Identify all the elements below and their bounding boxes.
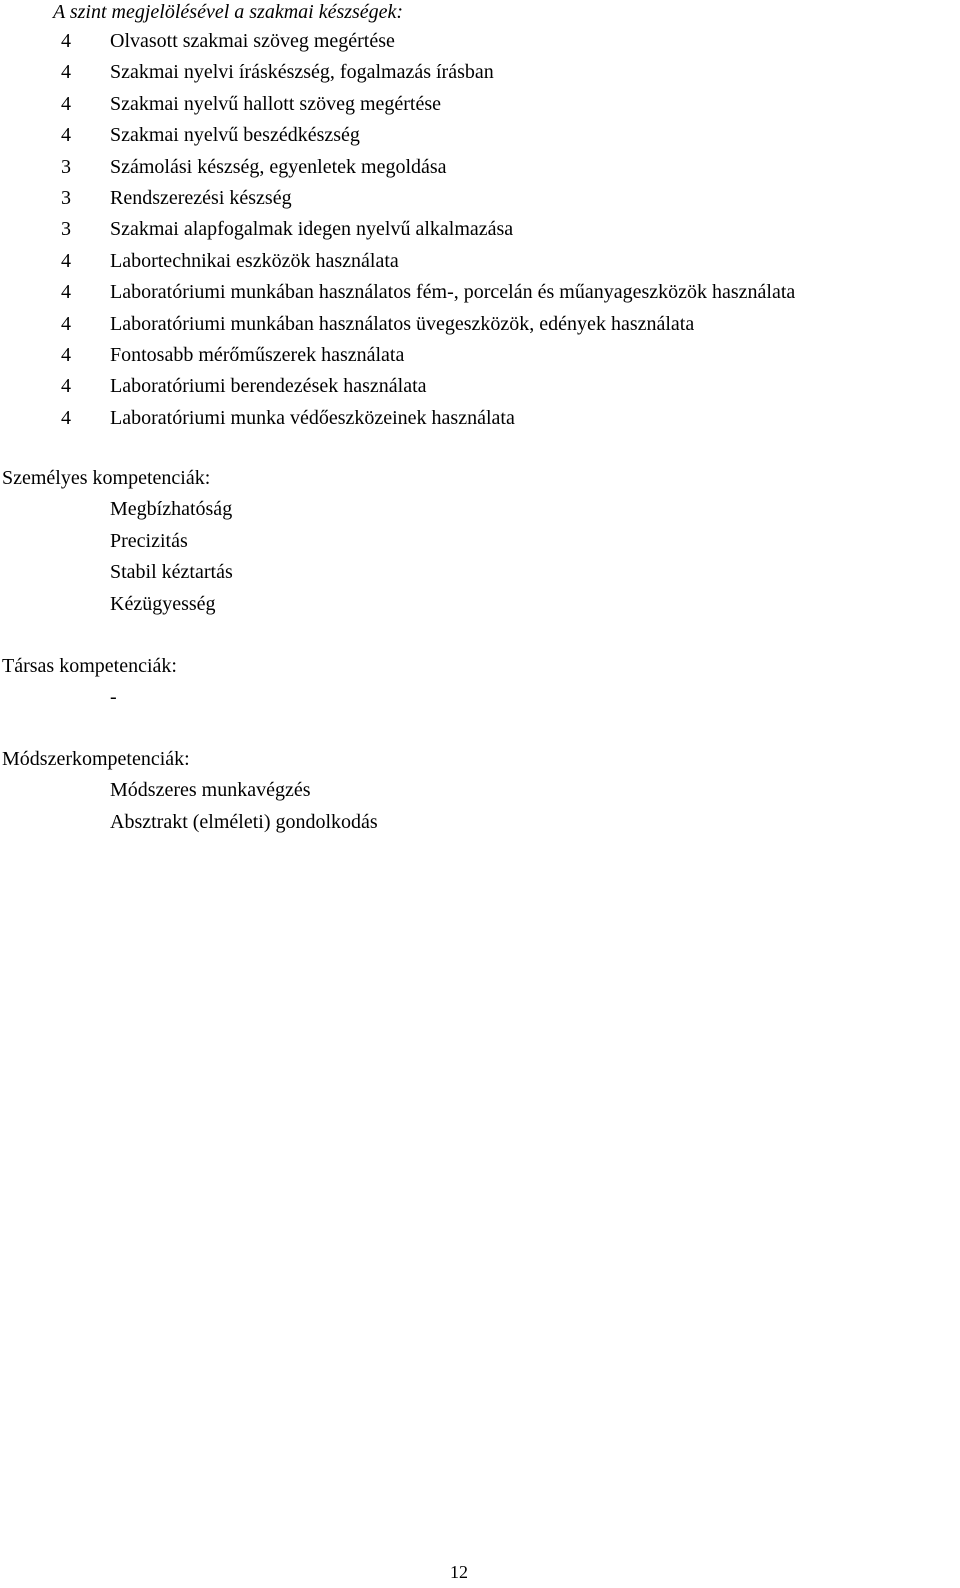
skill-level: 4 <box>61 343 71 366</box>
skill-level: 3 <box>61 186 71 209</box>
skill-row <box>0 214 960 245</box>
skill-row <box>0 152 960 183</box>
skill-text: Labortechnikai eszközök használata <box>110 249 399 272</box>
list-item: - <box>110 686 117 708</box>
personal-competencies-title: Személyes kompetenciák: <box>2 467 211 489</box>
skill-row <box>0 309 960 340</box>
skill-text: Olvasott szakmai szöveg megértése <box>110 30 395 52</box>
skill-level: 4 <box>61 30 71 52</box>
list-item: Módszeres munkavégzés <box>110 779 311 801</box>
list-item: Stabil kéztartás <box>110 561 233 583</box>
social-competencies-title: Társas kompetenciák: <box>2 655 177 677</box>
skill-level: 4 <box>61 61 71 84</box>
page-number: 12 <box>450 1562 468 1582</box>
skill-level: 4 <box>61 406 71 429</box>
skill-row <box>0 371 960 402</box>
list-item: Absztrakt (elméleti) gondolkodás <box>110 810 378 833</box>
skills-heading: A szint megjelölésével a szakmai készségek: <box>53 1 404 23</box>
skill-level: 3 <box>61 155 71 178</box>
social-competencies-list <box>110 682 117 714</box>
skill-text: Szakmai nyelvű hallott szöveg megértése <box>110 92 442 115</box>
skill-row <box>0 277 960 308</box>
skill-text: Szakmai alapfogalmak idegen nyelvű alkalmazása <box>110 218 514 241</box>
skills-list <box>0 26 960 434</box>
skill-level: 4 <box>61 281 71 304</box>
skill-row <box>0 403 960 434</box>
skill-level: 4 <box>61 249 71 272</box>
skill-level: 3 <box>61 218 71 241</box>
skill-text: Laboratóriumi berendezések használata <box>110 375 427 398</box>
skill-text: Laboratóriumi munka védőeszközeinek használata <box>110 406 515 429</box>
list-item: Kézügyesség <box>110 592 216 615</box>
skill-row <box>0 89 960 120</box>
method-competencies-list <box>110 775 378 838</box>
skill-text: Laboratóriumi munkában használatos üvegeszközök, edények használata <box>110 312 695 335</box>
skill-row <box>0 246 960 277</box>
skill-text: Fontosabb mérőműszerek használata <box>110 343 405 366</box>
list-item: Megbízhatóság <box>110 498 233 520</box>
skill-row <box>0 183 960 214</box>
skill-level: 4 <box>61 312 71 335</box>
skill-level: 4 <box>61 124 71 147</box>
method-competencies-title: Módszerkompetenciák: <box>2 748 190 770</box>
list-item: Precizitás <box>110 529 188 552</box>
skill-level: 4 <box>61 375 71 398</box>
skill-row <box>0 120 960 151</box>
skill-row <box>0 57 960 88</box>
skill-row <box>0 340 960 371</box>
skill-text: Rendszerezési készség <box>110 186 292 209</box>
skill-level: 4 <box>61 92 71 115</box>
skill-text: Szakmai nyelvű beszédkészség <box>110 124 360 147</box>
skill-text: Számolási készség, egyenletek megoldása <box>110 155 447 178</box>
personal-competencies-list <box>110 494 233 620</box>
skill-row <box>0 26 960 57</box>
skill-text: Szakmai nyelvi íráskészség, fogalmazás írásban <box>110 61 494 84</box>
skill-text: Laboratóriumi munkában használatos fém-, porcelán és műanyageszközök használata <box>110 281 796 304</box>
